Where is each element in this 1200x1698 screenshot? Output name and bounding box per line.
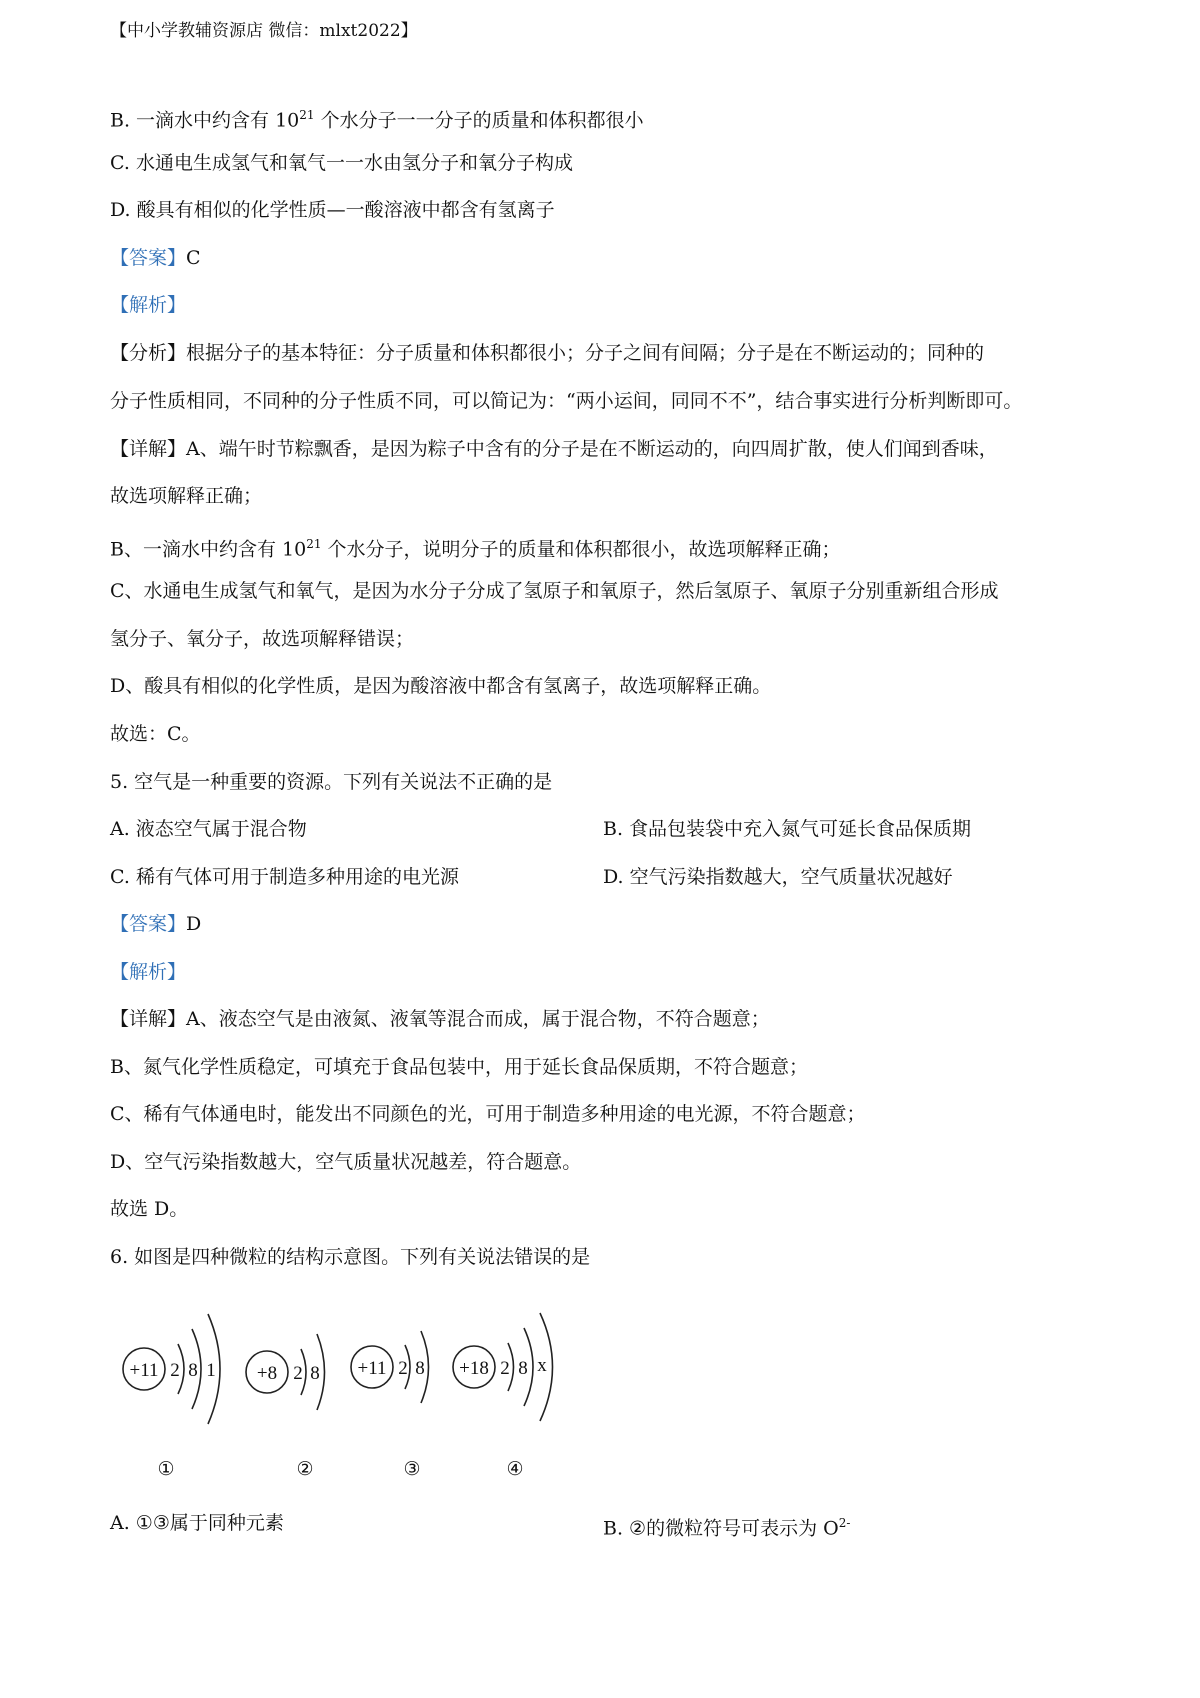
q5-option-a: A. 液态空气属于混合物 — [110, 818, 307, 840]
q4-option-b: B. 一滴水中约含有 $10^{21}$ 个水分子一一分子的质量和体积都很小 — [110, 108, 644, 132]
particle-3-shell-1: 2 — [398, 1358, 408, 1379]
q4-analysis-line1: 【分析】根据分子的基本特征：分子质量和体积都很小；分子之间有间隔；分子是在不断运动的；同种的 — [110, 342, 985, 364]
particle-structure-diagram — [110, 1285, 580, 1515]
particle-2-shell-2: 8 — [310, 1363, 320, 1384]
q4-detail-c2: 氢分子、氧分子，故选项解释错误； — [110, 628, 415, 650]
particle-4-shell-3: x — [537, 1355, 547, 1376]
particle-2-shell-1: 2 — [293, 1363, 303, 1384]
particle-3-shell-2: 8 — [415, 1358, 425, 1379]
q5-explain-tag: 【解析】 — [110, 961, 187, 983]
q5-answer: 【答案】D — [110, 913, 202, 935]
q4-detail-c1: C、水通电生成氢气和氧气，是因为水分子分成了氢原子和氧原子，然后氢原子、氧原子分别重新组合形成 — [110, 580, 999, 602]
particle-2-label: ② — [296, 1459, 314, 1480]
particle-4-label: ④ — [506, 1459, 524, 1480]
q4-analysis-line2: 分子性质相同，不同种的分子性质不同，可以简记为：“两小运间，同同不不”，结合事实进行分析判断即可。 — [110, 390, 1023, 412]
q4-option-c: C. 水通电生成氢气和氧气一一水由氢分子和氧分子构成 — [110, 152, 573, 174]
q5-detail-d: D、空气污染指数越大，空气质量状况越差，符合题意。 — [110, 1151, 582, 1173]
q5-detail-c: C、稀有气体通电时，能发出不同颜色的光，可用于制造多种用途的电光源，不符合题意； — [110, 1103, 866, 1125]
particle-4-nucleus: +18 — [459, 1358, 489, 1379]
particle-1-shell-3: 1 — [206, 1360, 216, 1381]
q6-option-b: B. ②的微粒符号可表示为 $O^{2-}$ — [603, 1516, 851, 1540]
particle-1-nucleus: +11 — [129, 1360, 159, 1381]
q4-option-d: D. 酸具有相似的化学性质—一酸溶液中都含有氢离子 — [110, 199, 555, 221]
q6-option-a: A. ①③属于同种元素 — [110, 1512, 284, 1534]
q4-detail-line2: 故选项解释正确； — [110, 485, 263, 507]
q5-option-d: D. 空气污染指数越大，空气质量状况越好 — [603, 866, 953, 888]
q4-answer: 【答案】C — [110, 247, 201, 269]
q5-choose: 故选 D。 — [110, 1198, 189, 1220]
q4-detail-line1: 【详解】A、端午时节粽飘香，是因为粽子中含有的分子是在不断运动的，向四周扩散，使人们闻到香味， — [110, 438, 998, 460]
particle-1-shell-2: 8 — [188, 1360, 198, 1381]
particle-2-nucleus: +8 — [256, 1363, 278, 1384]
particle-4-shell-2: 8 — [518, 1358, 528, 1379]
q5-detail-a: 【详解】A、液态空气是由液氮、液氧等混合而成，属于混合物，不符合题意； — [110, 1008, 770, 1030]
q4-detail-b: B、一滴水中约含有 $10^{21}$ 个水分子，说明分子的质量和体积都很小，故选项解释正确； — [110, 537, 841, 561]
q6-stem: 6. 如图是四种微粒的结构示意图。下列有关说法错误的是 — [110, 1246, 591, 1268]
q5-stem: 5. 空气是一种重要的资源。下列有关说法不正确的是 — [110, 771, 553, 793]
particle-1-label: ① — [157, 1459, 175, 1480]
q4-choose: 故选：C。 — [110, 723, 201, 745]
q5-option-c: C. 稀有气体可用于制造多种用途的电光源 — [110, 866, 459, 888]
q4-detail-d: D、酸具有相似的化学性质，是因为酸溶液中都含有氢离子，故选项解释正确。 — [110, 675, 772, 697]
source-header: 【中小学教辅资源店 微信：mlxt2022】 — [110, 21, 418, 41]
q5-option-b: B. 食品包装袋中充入氮气可延长食品保质期 — [603, 818, 972, 840]
q4-explain-tag: 【解析】 — [110, 294, 187, 316]
particle-3-nucleus: +11 — [357, 1358, 387, 1379]
particle-1-shell-1: 2 — [170, 1360, 180, 1381]
q5-detail-b: B、氮气化学性质稳定，可填充于食品包装中，用于延长食品保质期，不符合题意； — [110, 1056, 808, 1078]
particle-4-shell-1: 2 — [500, 1358, 510, 1379]
particle-3-label: ③ — [403, 1459, 421, 1480]
